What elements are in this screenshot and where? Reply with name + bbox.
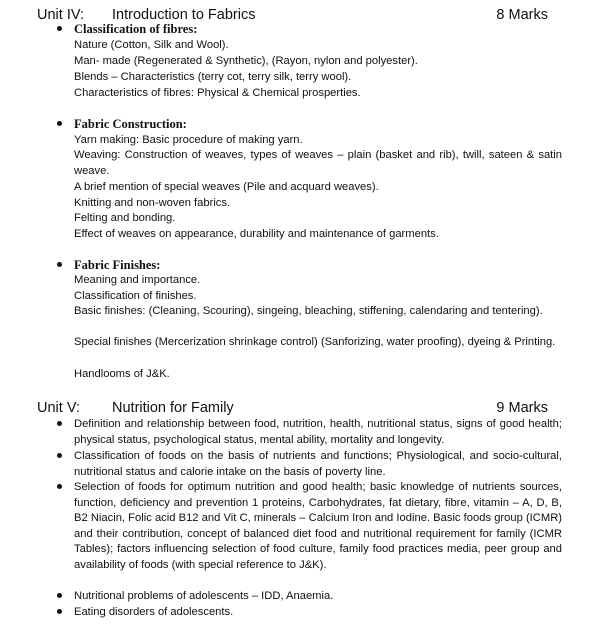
list-item: A brief mention of special weaves (Pile and acquard weaves). — [74, 181, 379, 193]
list-item: Handlooms of J&K. — [74, 368, 170, 380]
bullet-icon — [57, 258, 62, 272]
list-item: Man- made (Regenerated & Synthetic), (Rayon, nylon and polyester). — [74, 55, 418, 67]
unit-4-number: Unit IV: — [37, 7, 85, 23]
bullet-icon — [57, 480, 62, 494]
bullet-icon — [57, 605, 62, 619]
list-item: Eating disorders of adolescents. — [74, 606, 234, 618]
unit-4-title: Introduction to Fabrics — [112, 7, 256, 23]
list-item: Meaning and importance. — [74, 274, 201, 286]
unit-5-marks: 9 Marks — [496, 400, 548, 416]
list-item: Effect of weaves on appearance, durability and maintenance of garments. — [74, 228, 439, 240]
bullet-icon — [57, 589, 62, 603]
list-item: Felting and bonding. — [74, 212, 176, 224]
list-item: Weaving: Construction of weaves, types of weaves – plain (basket and rib), twill, sateen & satin weave. — [74, 149, 562, 177]
list-item: Nature (Cotton, Silk and Wool). — [74, 39, 229, 51]
list-item: Blends – Characteristics (terry cot, terry silk, terry wool). — [74, 71, 352, 83]
list-item: Classification of foods on the basis of nutrients and functions; Physiological, and socio-cultural, nutritional status and calorie intake on the basis of poverty line. — [74, 450, 562, 478]
list-item: Selection of foods for optimum nutrition and good health; basic knowledge of nutrients sources, function, deficiency and prevention 1 proteins, Carbohydrates, fat dietary, fibre, vitamin – A, D, B, B2 Niacin, Folic acid B12 and Vit C, minerals – Calcium Iron and Iodine. Basic foods group (ICMR) and their contribution, concept of balanced diet food and nutritional requirement for family (ICMR Tables); factors influencing selection of food culture, family food practices media, peer group and availability of foods (with special reference to J&K). — [74, 481, 562, 571]
bullet-icon — [57, 449, 62, 463]
list-item: Nutritional problems of adolescents – IDD, Anaemia. — [74, 590, 334, 602]
section-title-fibres: Classification of fibres: — [74, 22, 198, 36]
unit-5-number: Unit V: — [37, 400, 80, 416]
bullet-icon — [57, 417, 62, 431]
bullet-icon — [57, 117, 62, 131]
section-title-finishes: Fabric Finishes: — [74, 258, 161, 272]
bullet-icon — [57, 22, 62, 36]
list-item: Definition and relationship between food, nutrition, health, nutritional status, signs of good health; physical status, psychological status, mental ability, mortality and longevity. — [74, 418, 562, 446]
list-item: Knitting and non-woven fabrics. — [74, 197, 231, 209]
unit-5-title: Nutrition for Family — [112, 400, 234, 416]
list-item: Yarn making: Basic procedure of making yarn. — [74, 134, 303, 146]
list-item: Special finishes (Mercerization shrinkage control) (Sanforizing, water proofing), dyeing & Printing. — [74, 336, 556, 348]
list-item: Basic finishes: (Cleaning, Scouring), singeing, bleaching, stiffening, calendaring and tentering). — [74, 305, 543, 317]
section-title-construction: Fabric Construction: — [74, 117, 187, 131]
list-item: Classification of finishes. — [74, 290, 197, 302]
list-item: Characteristics of fibres: Physical & Chemical prosperties. — [74, 87, 361, 99]
unit-4-marks: 8 Marks — [496, 7, 548, 23]
